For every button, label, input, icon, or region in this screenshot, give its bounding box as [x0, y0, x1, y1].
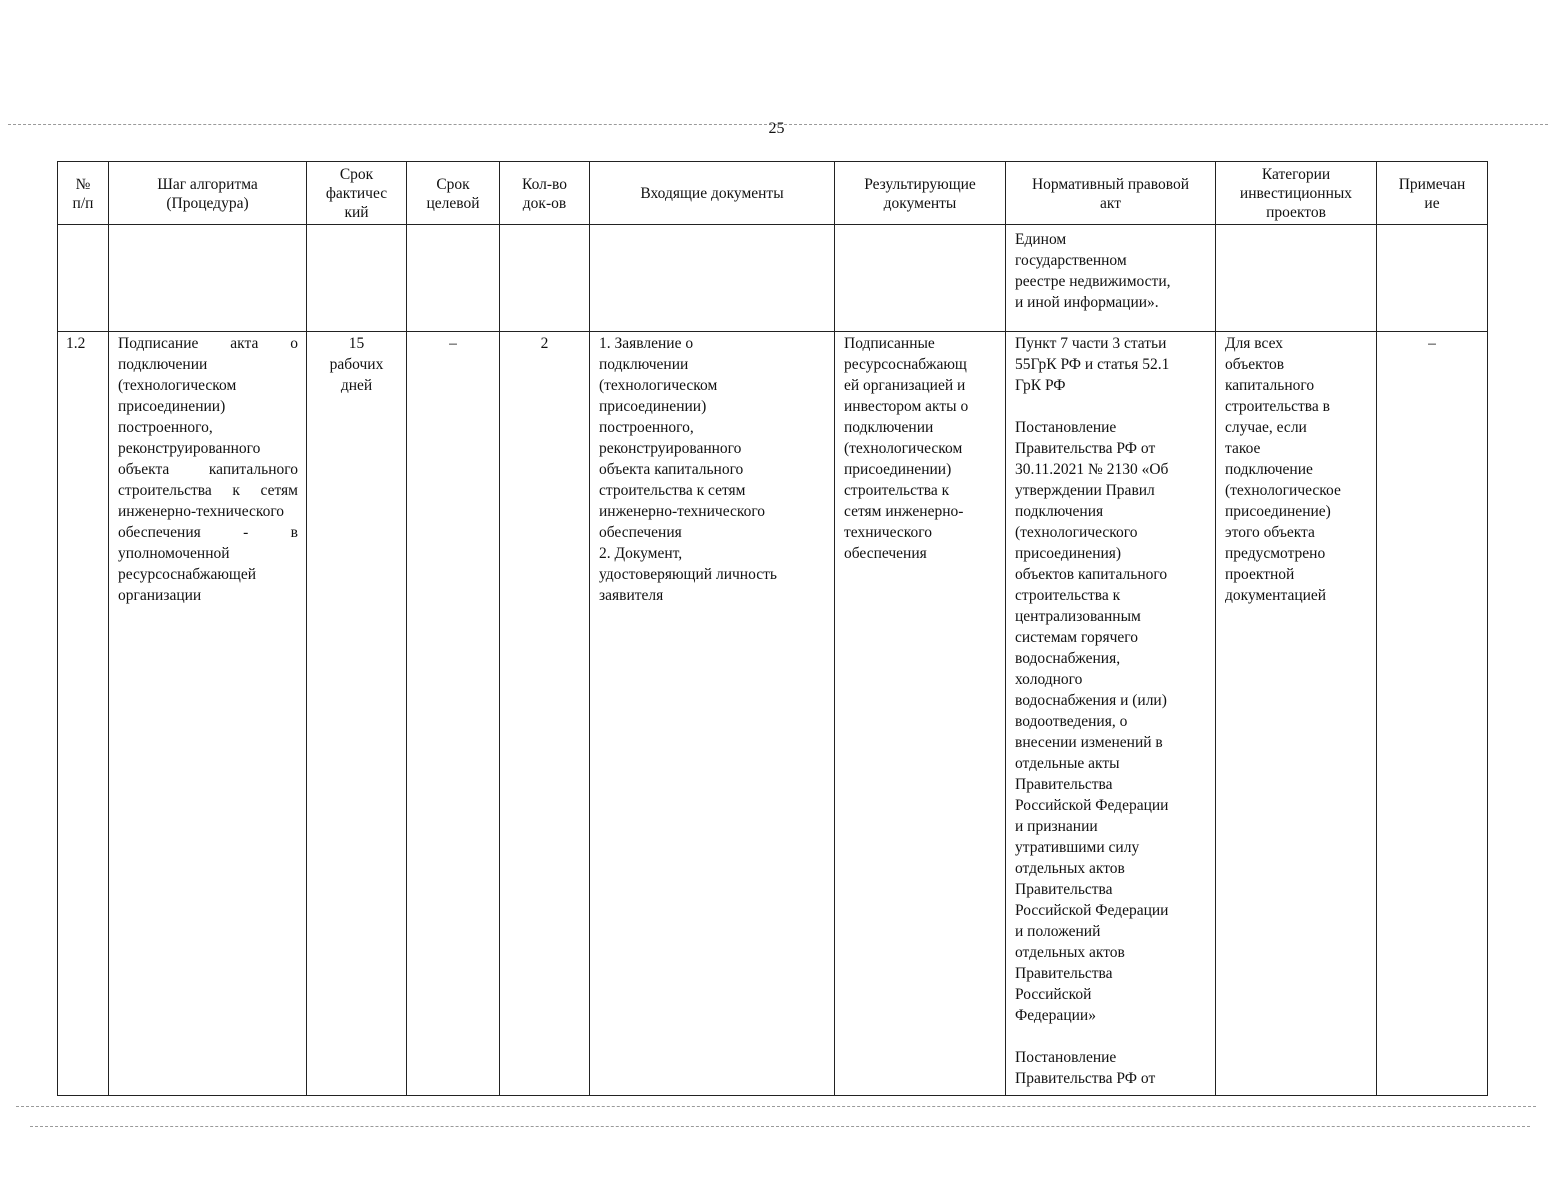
header-step: Шаг алгоритма (Процедура) — [109, 162, 307, 225]
cell-term-actual: 15 рабочих дней — [307, 332, 407, 1096]
cell-doc-count: 2 — [500, 332, 590, 1096]
algorithm-table — [57, 161, 1488, 1096]
header-normative-act: Нормативный правовой акт — [1006, 162, 1216, 225]
cell-normative-act-continued: Едином государственном реестре недвижимости, и иной информации». — [1006, 225, 1216, 332]
scan-line — [30, 1126, 1530, 1127]
header-number: № п/п — [58, 162, 109, 225]
page-number: 25 — [768, 120, 785, 137]
cell-number: 1.2 — [58, 332, 109, 1096]
cell-note: – — [1377, 332, 1488, 1096]
table-header-row — [58, 162, 1488, 225]
header-resulting-docs: Результирующие документы — [835, 162, 1006, 225]
cell-incoming-docs: 1. Заявление о подключении (технологическом присоединении) построенного, реконструированного объекта капитального строительства к сетям инженерно-технического обеспечения 2. Документ, удостоверяющий личность заявителя — [590, 332, 835, 1096]
cell-step: Подписание акта о подключении (технологическом присоединении) построенного, реконструированного объекта капитального строительства к сетям инженерно-технического обеспечения - в уполномоченной ресурсоснабжающей организации — [109, 332, 307, 1096]
header-term-target: Срок целевой — [407, 162, 500, 225]
table-row — [58, 332, 1488, 1096]
header-incoming-docs: Входящие документы — [590, 162, 835, 225]
header-categories: Категории инвестиционных проектов — [1216, 162, 1377, 225]
cell-normative-act: Пункт 7 части 3 статьи 55ГрК РФ и статья 52.1 ГрК РФ Постановление Правительства РФ от 30.11.2021 № 2130 «Об утверждении Правил подключения (технологического присоединения) объектов капитального строительства к централизованным системам горячего водоснабжения, холодного водоснабжения и (или) водоотведения, о внесении изменений в отдельные акты Правительства Российской Федерации и признании утратившими силу отдельных актов Правительства Российской Федерации и положений отдельных актов Правительства Российской Федерации» Постановление Правительства РФ от — [1006, 332, 1216, 1096]
scan-line — [16, 1106, 1536, 1107]
header-doc-count: Кол-во док-ов — [500, 162, 590, 225]
header-term-actual: Срок фактичес кий — [307, 162, 407, 225]
cell-term-target: – — [407, 332, 500, 1096]
header-note: Примечан ие — [1377, 162, 1488, 225]
table-row — [58, 225, 1488, 332]
cell-resulting-docs: Подписанные ресурсоснабжающ ей организацией и инвестором акты о подключении (технологическом присоединении) строительства к сетям инженерно- технического обеспечения — [835, 332, 1006, 1096]
cell-categories: Для всех объектов капитального строительства в случае, если такое подключение (технологическое присоединение) этого объекта предусмотрено проектной документацией — [1216, 332, 1377, 1096]
